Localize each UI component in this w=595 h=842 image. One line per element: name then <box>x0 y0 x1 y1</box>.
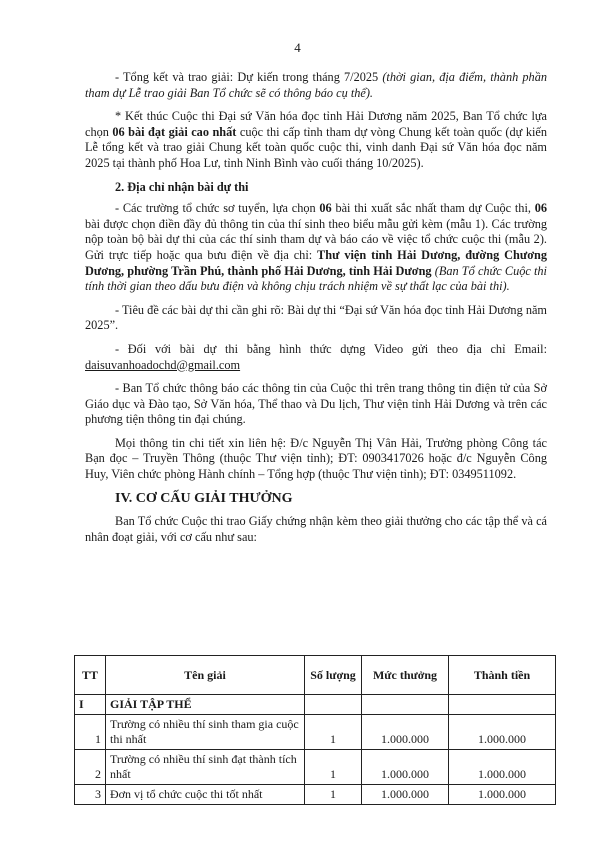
document-body <box>85 70 547 553</box>
group-name: GIẢI TẬP THỂ <box>106 695 305 715</box>
email-link[interactable]: daisuvanhoadochd@gmail.com <box>85 357 241 372</box>
paragraph-contest-end: * Kết thúc Cuộc thi Đại sứ Văn hóa đọc tỉnh Hải Dương năm 2025, Ban Tổ chức lựa chọn 06 bài đạt giải cao nhất cuộc thi cấp tỉnh tham dự vòng Chung kết toàn quốc (dự kiến Lễ tổng kết và trao giải Chung kết toàn quốc cuộc thi, vinh danh Đại sứ Văn hóa đọc năm 2025 tại thành phố Hoa Lư, tỉnh Ninh Bình vào cuối tháng 10/2025). <box>85 109 547 170</box>
table-header-row <box>75 656 556 695</box>
group-index: I <box>75 695 106 715</box>
section-heading-structure: IV. CƠ CẤU GIẢI THƯỞNG <box>115 490 293 506</box>
header-total: Thành tiền <box>449 656 556 695</box>
table-row: 2 Trường có nhiều thí sinh đạt thành tích nhất 1 1.000.000 1.000.000 <box>75 750 556 785</box>
header-rate: Mức thưởng <box>362 656 449 695</box>
paragraph-contact: Mọi thông tin chi tiết xin liên hệ: Đ/c Nguyễn Thị Vân Hải, Trưởng phòng Công tác Bạn đọc – Truyền Thông (thuộc Thư viện tỉnh); ĐT: 0903417026 hoặc đ/c Nguyễn Công Huy, Viên chức phòng Hành chính – Tổng hợp (thuộc Thư viện tỉnh); ĐT: 0349511092. <box>85 435 547 482</box>
table-row: 1 Trường có nhiều thí sinh tham gia cuộc thi nhất 1 1.000.000 1.000.000 <box>75 715 556 750</box>
table-row: 3 Đơn vị tổ chức cuộc thi tốt nhất 1 1.000.000 1.000.000 <box>75 785 556 805</box>
header-award-name: Tên giải <box>106 656 305 695</box>
table-group-row <box>75 695 556 715</box>
paragraph-notice: - Ban Tổ chức thông báo các thông tin của Cuộc thi trên trang thông tin điện tử của Sở Giáo dục và Đào tạo, Sở Văn hóa, Thể thao và Du lịch, Thư viện tỉnh Hải Dương và trên các phương tiện thông tin đại chúng. <box>85 381 547 427</box>
awards-table <box>74 655 556 805</box>
section-heading-address: 2. Địa chỉ nhận bài dự thi <box>115 179 249 194</box>
paragraph-award-ceremony: - Tổng kết và trao giải: Dự kiến trong tháng 7/2025 (thời gian, địa điểm, thành phần tham dự Lễ trao giải Ban Tổ chức sẽ có thông báo cụ thể). <box>85 70 547 100</box>
header-quantity: Số lượng <box>305 656 362 695</box>
paragraph-schools: - Các trường tổ chức sơ tuyển, lựa chọn 06 bài thi xuất sắc nhất tham dự Cuộc thi, 06 bài được chọn điền đầy đủ thông tin của thí sinh theo biểu mẫu gửi kèm (mẫu 1). Các trường nộp toàn bộ bài dự thi của các thí sinh tham dự và báo cáo về việc tổ chức cuộc thi (mẫu 2). Gửi trực tiếp hoặc qua bưu điện về địa chỉ: Thư viện tỉnh Hải Dương, đường Chương Dương, phường Trần Phú, thành phố Hải Dương, tỉnh Hải Dương (Ban Tổ chức Cuộc thi tính thời gian theo dấu bưu điện và không chịu trách nhiệm về sự thất lạc của bài thi). <box>85 201 547 294</box>
header-tt: TT <box>75 656 106 695</box>
paragraph-entry-title: - Tiêu đề các bài dự thi cần ghi rõ: Bài dự thi “Đại sứ Văn hóa đọc tỉnh Hải Dương năm 2025”. <box>85 302 547 333</box>
page-number: 4 <box>294 40 301 55</box>
paragraph-structure: Ban Tổ chức Cuộc thi trao Giấy chứng nhận kèm theo giải thưởng cho các tập thể và cá nhân đoạt giải, với cơ cấu như sau: <box>85 514 547 544</box>
paragraph-video-entry: - Đối với bài dự thi bằng hình thức dựng Video gửi theo địa chỉ Email: daisuvanhoadochd@gmail.com <box>85 341 547 372</box>
